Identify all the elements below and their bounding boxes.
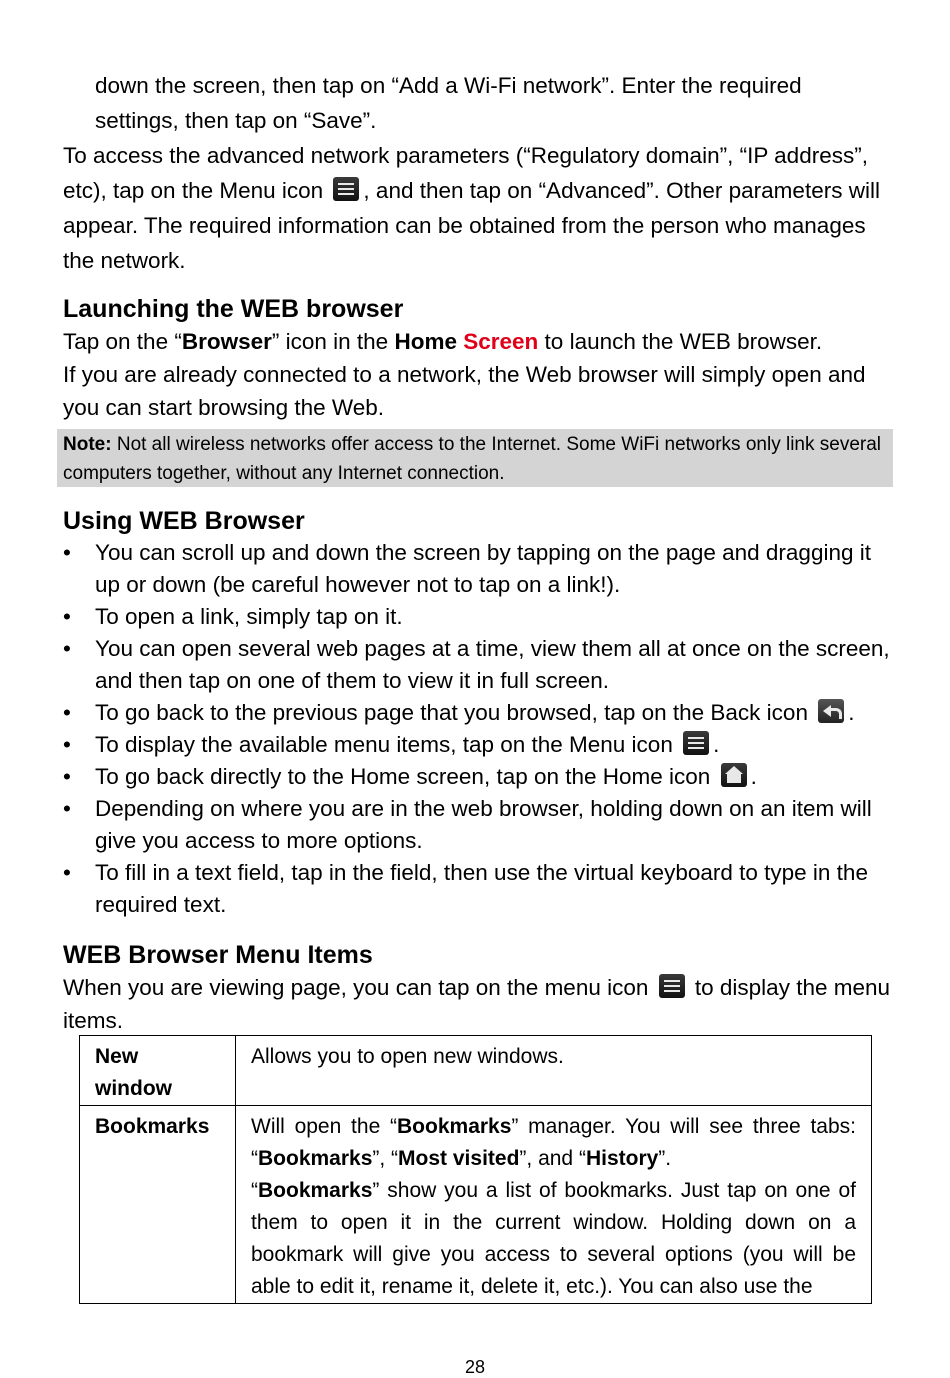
menu-icon [659, 974, 685, 998]
note-label: Note: [63, 434, 112, 455]
row-value [236, 1106, 872, 1304]
bookmarks-desc-l: ” show you a list of bookmarks. Just tap on one of them to open it in the current window. Holding down on a bookmark will give you access to several options (you will be able to edit it, rename it, delete it, etc.). You can also use the [251, 1179, 856, 1298]
page-number: 28 [464, 1357, 486, 1377]
intro-line-2: settings, then tap on “Save”. [95, 108, 377, 133]
bookmarks-desc-i: ”. [658, 1147, 672, 1170]
row-value: Allows you to open new windows. [236, 1036, 872, 1106]
browser-term: Browser [181, 329, 272, 354]
bullet-dot: • [63, 540, 71, 565]
bullet-dot: • [63, 636, 71, 661]
bullet-dot: • [63, 732, 71, 757]
list-item-text: To go back to the previous page that you browsed, tap on the Back icon [95, 700, 808, 725]
note-text [63, 430, 887, 488]
list-item-text: To display the available menu items, tap on the Menu icon [95, 732, 673, 757]
list-item [63, 697, 893, 729]
bookmarks-tab-term: Bookmarks [258, 1147, 373, 1170]
row-key: New window [80, 1036, 236, 1106]
advanced-params-paragraph [63, 138, 893, 278]
table-row [80, 1106, 872, 1304]
advanced-text-b: , and then tap on “Advanced”. Other parameters will appear. The required information can be obtained from the person who manages the network. [63, 178, 880, 273]
launching-text-1: Tap on the “ [63, 329, 182, 354]
list-item [63, 633, 893, 697]
table-row [80, 1036, 872, 1106]
launching-text-2: ” icon in the [271, 329, 395, 354]
menu-icon [333, 177, 359, 201]
launching-paragraph [63, 325, 893, 424]
history-term: History [585, 1147, 659, 1170]
home-term: Home [394, 329, 457, 354]
bookmarks-desc-e: ”, “ [372, 1147, 399, 1170]
list-item [63, 601, 893, 633]
menu-intro-b: to display the menu items. [63, 975, 891, 1033]
list-item-text: Depending on where you are in the web browser, holding down on an item will give you access to more options. [95, 796, 872, 853]
bullet-dot: • [63, 796, 71, 821]
bullet-dot: • [63, 604, 71, 629]
using-heading: Using WEB Browser [63, 507, 305, 535]
row-key: Bookmarks [80, 1106, 236, 1304]
bookmarks-term: Bookmarks [397, 1115, 512, 1138]
most-visited-term: Most visited [398, 1147, 520, 1170]
launching-heading: Launching the WEB browser [63, 295, 404, 323]
bookmarks-desc-g: ”, and “ [519, 1147, 586, 1170]
bookmarks-desc-j: “ [251, 1179, 258, 1202]
launching-paragraph-2: If you are already connected to a network, the Web browser will simply open and you can start browsing the Web. [63, 362, 866, 420]
list-item-text: To fill in a text field, tap in the field, then use the virtual keyboard to type in the required text. [95, 860, 868, 917]
list-item-text: You can open several web pages at a time, view them all at once on the screen, and then tap on one of them to view it in full screen. [95, 636, 890, 693]
menu-items-table [79, 1035, 872, 1304]
list-item-text: You can scroll up and down the screen by tapping on the page and dragging it up or down (be careful however not to tap on a link!). [95, 540, 871, 597]
list-item [63, 761, 893, 793]
list-item-text: To open a link, simply tap on it. [95, 604, 403, 629]
menu-icon [683, 731, 709, 755]
menu-intro-a: When you are viewing page, you can tap on the menu icon [63, 975, 649, 1000]
list-item [63, 729, 893, 761]
back-icon [818, 699, 844, 723]
intro-line-1: down the screen, then tap on “Add a Wi-Fi network”. Enter the required [95, 73, 802, 98]
bookmarks-list-term: Bookmarks [258, 1179, 373, 1202]
bookmarks-desc-a: Will open the “ [251, 1115, 398, 1138]
list-item-text: To go back directly to the Home screen, tap on the Home icon [95, 764, 711, 789]
list-item [63, 537, 893, 601]
bullet-dot: • [63, 764, 71, 789]
period: . [713, 732, 720, 757]
menu-items-heading: WEB Browser Menu Items [63, 941, 373, 969]
bullet-dot: • [63, 700, 71, 725]
using-bullet-list [63, 537, 893, 921]
home-icon [721, 763, 747, 787]
list-item [63, 793, 893, 857]
period: . [848, 700, 855, 725]
note-box [57, 429, 893, 487]
period: . [750, 764, 757, 789]
advanced-text-a: To access the advanced network parameters (“Regulatory domain”, “IP address”, etc), tap on the Menu icon [63, 143, 868, 203]
menu-items-intro [63, 971, 893, 1037]
screen-term: Screen [463, 329, 539, 354]
launching-text-3: to launch the WEB browser. [538, 329, 823, 354]
note-body: Not all wireless networks offer access to the Internet. Some WiFi networks only link several computers together, without any Internet connection. [63, 434, 882, 484]
list-item [63, 857, 893, 921]
bullet-dot: • [63, 860, 71, 885]
bookmarks-desc-c: ” manager. You will see three tabs: “ [251, 1115, 856, 1170]
